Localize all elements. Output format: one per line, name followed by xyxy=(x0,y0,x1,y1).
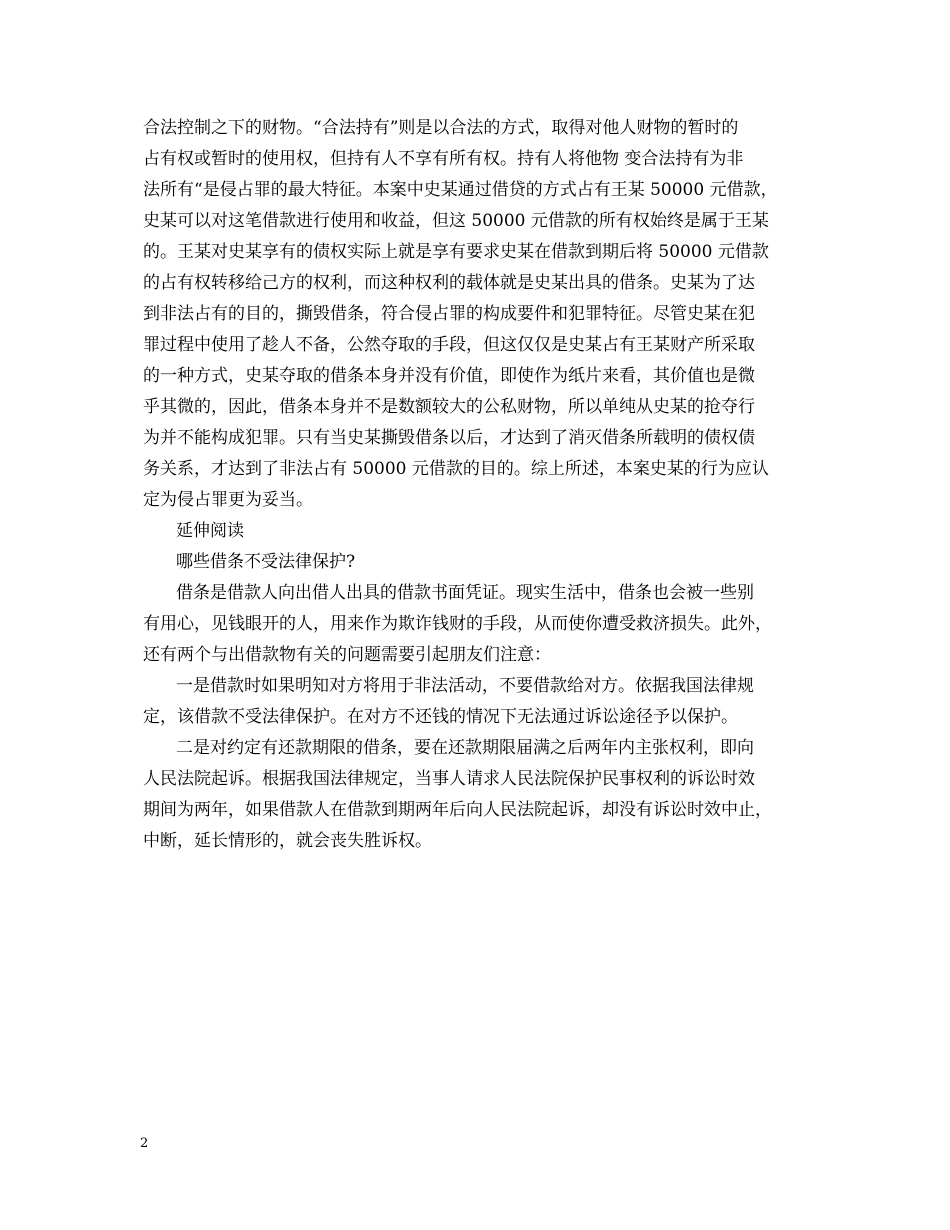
text-line: 借条是借款人向出借人出具的借款书面凭证。现实生活中，借条也会被一些别 xyxy=(176,583,754,603)
section-question xyxy=(143,547,825,578)
text-line: 的占有权转移给己方的权利，而这种权利的载体就是史某出具的借条。史某为了达 xyxy=(143,273,755,293)
text-line: 占有权或暂时的使用权，但持有人不享有所有权。持有人将他物 变合法持有为非 xyxy=(143,149,744,169)
text-line: 乎其微的，因此，借条本身并不是数额较大的公私财物，所以单纯从史某的抢夺行 xyxy=(143,397,755,417)
text-line: 一是借款时如果明知对方将用于非法活动，不要借款给对方。依据我国法律规 xyxy=(176,676,754,696)
text-line: 定为侵占罪更为妥当。 xyxy=(143,490,313,510)
text-line: 哪些借条不受法律保护? xyxy=(176,552,356,572)
text-line: 还有两个与出借款物有关的问题需要引起朋友们注意： xyxy=(143,645,551,665)
text-line: 法所有“是侵占罪的最大特征。本案中史某通过借贷的方式占有王某 50000 元借款， xyxy=(143,180,778,200)
text-line: 为并不能构成犯罪。只有当史某撕毁借条以后，才达到了消灭借条所载明的债权债 xyxy=(143,428,755,448)
text-line: 有用心，见钱眼开的人，用来作为欺诈钱财的手段，从而使你遭受救济损失。此外， xyxy=(143,614,772,634)
text-line: 二是对约定有还款期限的借条，要在还款期限届满之后两年内主张权利，即向 xyxy=(176,738,754,758)
paragraph-intro xyxy=(143,578,825,671)
paragraph-point-two xyxy=(143,733,825,857)
paragraph-point-one xyxy=(143,671,825,733)
text-line: 务关系，才达到了非法占有 50000 元借款的目的。综上所述，本案史某的行为应认 xyxy=(143,459,769,479)
text-line: 期间为两年，如果借款人在借款到期两年后向人民法院起诉，却没有诉讼时效中止， xyxy=(143,800,772,820)
text-line: 定，该借款不受法律保护。在对方不还钱的情况下无法通过诉讼途径予以保护。 xyxy=(143,707,738,727)
section-heading-extended-reading xyxy=(143,516,825,547)
text-line: 人民法院起诉。根据我国法律规定，当事人请求人民法院保护民事权利的诉讼时效 xyxy=(143,769,755,789)
document-body xyxy=(143,113,825,857)
text-line: 中断，延长情形的，就会丧失胜诉权。 xyxy=(143,831,432,851)
text-line: 到非法占有的目的，撕毁借条，符合侵占罪的构成要件和犯罪特征。尽管史某在犯 xyxy=(143,304,755,324)
text-line: 的一种方式，史某夺取的借条本身并没有价值，即使作为纸片来看，其价值也是微 xyxy=(143,366,755,386)
paragraph-analysis xyxy=(143,113,825,516)
text-line: 的。王某对史某享有的债权实际上就是享有要求史某在借款到期后将 50000 元借款 xyxy=(143,242,769,262)
text-line: 史某可以对这笔借款进行使用和收益，但这 50000 元借款的所有权始终是属于王某 xyxy=(143,211,769,231)
text-line: 罪过程中使用了趁人不备，公然夺取的手段，但这仅仅是史某占有王某财产所采取 xyxy=(143,335,755,355)
text-line: 延伸阅读 xyxy=(176,521,244,541)
text-line: 合法控制之下的财物。“合法持有”则是以合法的方式，取得对他人财物的暂时的 xyxy=(143,118,739,138)
page-number: 2 xyxy=(140,1136,149,1151)
